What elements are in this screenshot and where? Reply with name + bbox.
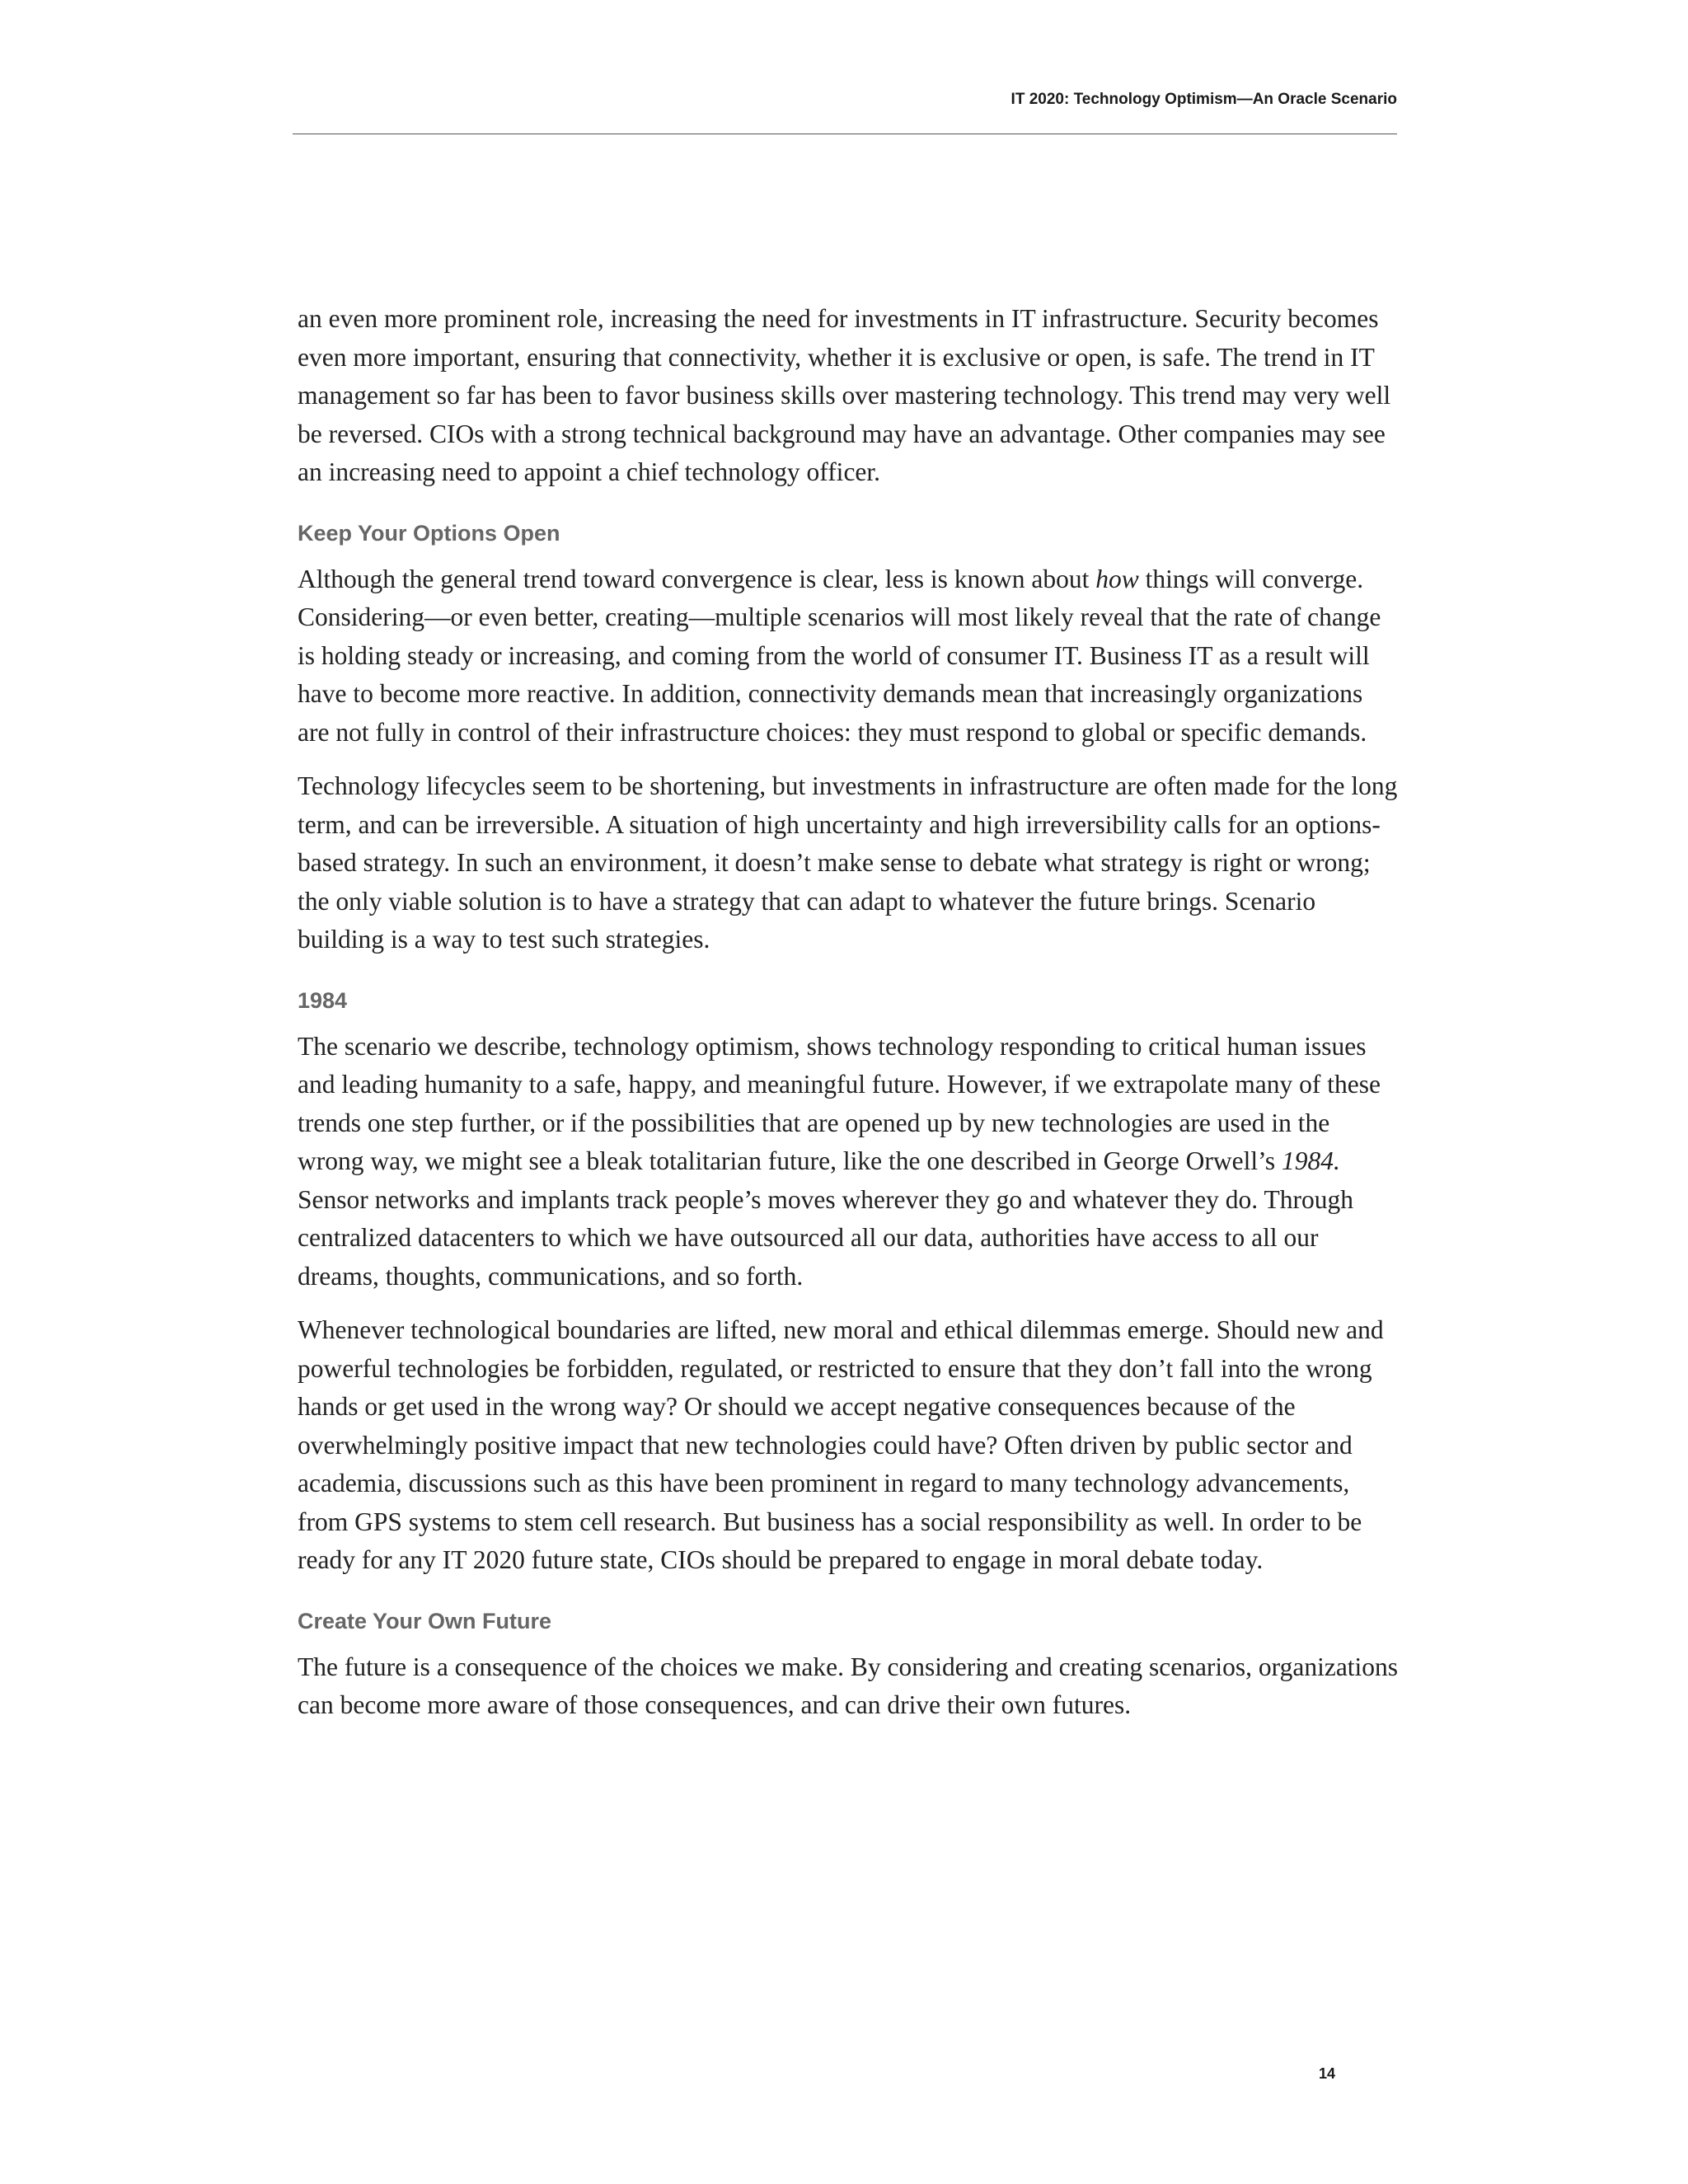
document-body (298, 300, 1399, 1741)
paragraph-convergence (298, 560, 1399, 752)
paragraph-scenario-1984 (298, 1028, 1399, 1296)
section-heading-create-future: Create Your Own Future (298, 1608, 552, 1633)
paragraph-moral-dilemmas: Whenever technological boundaries are lifted, new moral and ethical dilemmas emerge. Should new and powerful technologies be forbidden, regulated, or restricted to ensure that they don’t fall into the wrong hands or get used in the wrong way? Or should we accept negative consequences because of the overwhelmingly positive impact that new technologies could have? Often driven by public sector and academia, discussions such as this have been prominent in regard to many technology advancements, from GPS systems to stem cell research. But business has a social responsibility as well. In order to be ready for any IT 2020 future state, CIOs should be prepared to engage in moral debate today. (298, 1315, 1384, 1574)
section-heading-1984: 1984 (298, 987, 348, 1013)
paragraph-scenario-rest: Sensor networks and implants track people’s moves wherever they go and whatever they do. Through centralized datacenters to which we have outsourced all our data, authorities have access to all our dreams, thoughts, communications, and so forth. (298, 1184, 1353, 1291)
running-header: IT 2020: Technology Optimism—An Oracle Scenario (1010, 91, 1397, 108)
emphasis-how: how (1095, 564, 1139, 593)
paragraph-technology-lifecycles: Technology lifecycles seem to be shortening, but investments in infrastructure are often made for the long term, and can be irreversible. A situation of high uncertainty and high irreversibility calls for an options-based strategy. In such an environment, it doesn’t make sense to debate what strategy is right or wrong; the only viable solution is to have a strategy that can adapt to whatever the future brings. Scenario building is a way to test such strategies. (298, 771, 1398, 954)
paragraph-convergence-start: Although the general trend toward convergence is clear, less is known about (298, 564, 1096, 593)
paragraph-convergence-rest: things will converge. Considering—or even better, creating—multiple scenarios will most likely reveal that the rate of change is holding steady or increasing, and coming from the world of consumer IT. Business IT as a result will have to become more reactive. In addition, connectivity demands mean that increasingly organizations are not fully in control of their infrastructure choices: they must respond to global or specific demands. (298, 564, 1381, 747)
paragraph-future-choices: The future is a consequence of the choices we make. By considering and creating scenarios, organizations can become more aware of those consequences, and can drive their own futures. (298, 1652, 1399, 1719)
emphasis-book-title: 1984. (1282, 1146, 1340, 1175)
page-number: 14 (1318, 2065, 1336, 2082)
paragraph-scenario-start: The scenario we describe, technology optimism, shows technology responding to critical human issues and leading humanity to a safe, happy, and meaningful future. However, if we extrapolate many of these trends one step further, or if the possibilities that are opened up by new technologies are used in the wrong way, we might see a bleak totalitarian future, like the one described in George Orwell’s (298, 1031, 1381, 1175)
section-heading-keep-options-open: Keep Your Options Open (298, 520, 560, 546)
paragraph-infrastructure-role: an even more prominent role, increasing the need for investments in IT infrastructure. Security becomes even more important, ensuring that connectivity, whether it is exclusive or open, is safe. The trend in IT management so far has been to favor business skills over mastering technology. This trend may very well be reversed. CIOs with a strong technical background may have an advantage. Other companies may see an increasing need to appoint a chief technology officer. (298, 304, 1391, 486)
